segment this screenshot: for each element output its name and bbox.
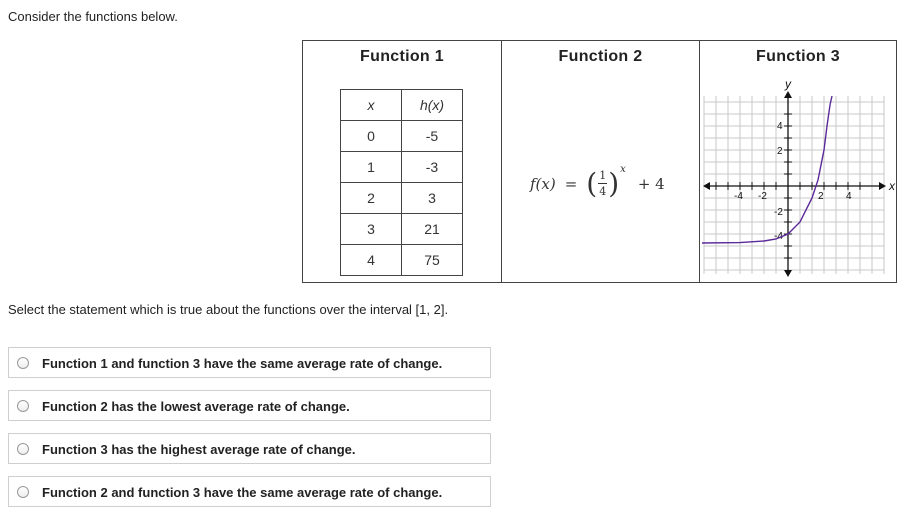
intro-text: Consider the functions below. bbox=[8, 9, 178, 24]
choice-label: Function 2 has the lowest average rate of change. bbox=[42, 399, 350, 414]
x-tick-label: -4 bbox=[734, 191, 743, 202]
y-tick-label: -2 bbox=[774, 207, 783, 218]
function-3-graph bbox=[700, 77, 897, 282]
x-cell: 2 bbox=[341, 183, 402, 214]
radio-button-icon[interactable] bbox=[17, 357, 29, 369]
radio-button-icon[interactable] bbox=[17, 443, 29, 455]
table-row bbox=[341, 245, 463, 276]
formula-lhs: f(x) bbox=[530, 174, 556, 193]
formula-fraction bbox=[598, 169, 607, 198]
function-2-formula bbox=[530, 164, 665, 200]
x-cell: 1 bbox=[341, 152, 402, 183]
function-1-column bbox=[303, 41, 501, 282]
function-1-values-table bbox=[340, 89, 463, 276]
x-tick-label: -2 bbox=[758, 191, 767, 202]
answer-choice[interactable] bbox=[8, 433, 491, 464]
x-cell: 0 bbox=[341, 121, 402, 152]
choice-label: Function 3 has the highest average rate of change. bbox=[42, 442, 356, 457]
functions-table bbox=[302, 40, 897, 283]
function-2-title: Function 2 bbox=[558, 48, 643, 65]
x-cell: 4 bbox=[341, 245, 402, 276]
answer-choice[interactable] bbox=[8, 390, 491, 421]
y-axis-arrow-up-icon bbox=[784, 91, 792, 98]
x-tick-label: 2 bbox=[818, 191, 824, 202]
x-tick-label: 4 bbox=[846, 191, 852, 202]
hx-cell: -5 bbox=[402, 121, 463, 152]
close-paren-icon: ) bbox=[608, 166, 620, 200]
fraction-bar bbox=[598, 183, 607, 184]
formula-tail: + 4 bbox=[637, 174, 665, 193]
y-axis-label: y bbox=[785, 77, 791, 91]
answer-choice[interactable] bbox=[8, 476, 491, 507]
table-row bbox=[341, 214, 463, 245]
question-prompt: Select the statement which is true about the functions over the interval [1, 2]. bbox=[8, 302, 449, 317]
function-2-column bbox=[501, 41, 699, 282]
hx-cell: 21 bbox=[402, 214, 463, 245]
radio-button-icon[interactable] bbox=[17, 400, 29, 412]
y-tick-label: 2 bbox=[777, 146, 783, 157]
choice-label: Function 1 and function 3 have the same average rate of change. bbox=[42, 356, 443, 371]
function-3-title: Function 3 bbox=[756, 48, 840, 65]
hx-cell: -3 bbox=[402, 152, 463, 183]
function-1-title: Function 1 bbox=[360, 48, 444, 65]
table-row bbox=[341, 183, 463, 214]
x-axis-arrow-right-icon bbox=[879, 182, 886, 190]
y-tick-label: -4 bbox=[774, 231, 783, 242]
hx-cell: 3 bbox=[402, 183, 463, 214]
x-header: x bbox=[341, 90, 402, 121]
graph-grid bbox=[704, 96, 884, 274]
radio-button-icon[interactable] bbox=[17, 486, 29, 498]
y-tick-label: 4 bbox=[777, 121, 783, 132]
answer-choice[interactable] bbox=[8, 347, 491, 378]
x-cell: 3 bbox=[341, 214, 402, 245]
hx-header: h(x) bbox=[402, 90, 463, 121]
open-paren-icon: ( bbox=[586, 166, 598, 200]
formula-exponent: x bbox=[620, 164, 626, 175]
function-3-column bbox=[699, 41, 896, 282]
table-row bbox=[341, 152, 463, 183]
x-axis-label: x bbox=[889, 179, 895, 193]
answer-choices bbox=[8, 347, 491, 519]
choice-label: Function 2 and function 3 have the same average rate of change. bbox=[42, 485, 443, 500]
fraction-denominator: 4 bbox=[599, 185, 607, 198]
hx-cell: 75 bbox=[402, 245, 463, 276]
formula-equals: = bbox=[564, 174, 578, 193]
y-axis-arrow-down-icon bbox=[784, 270, 792, 277]
fraction-numerator: 1 bbox=[599, 169, 607, 182]
table-row bbox=[341, 121, 463, 152]
